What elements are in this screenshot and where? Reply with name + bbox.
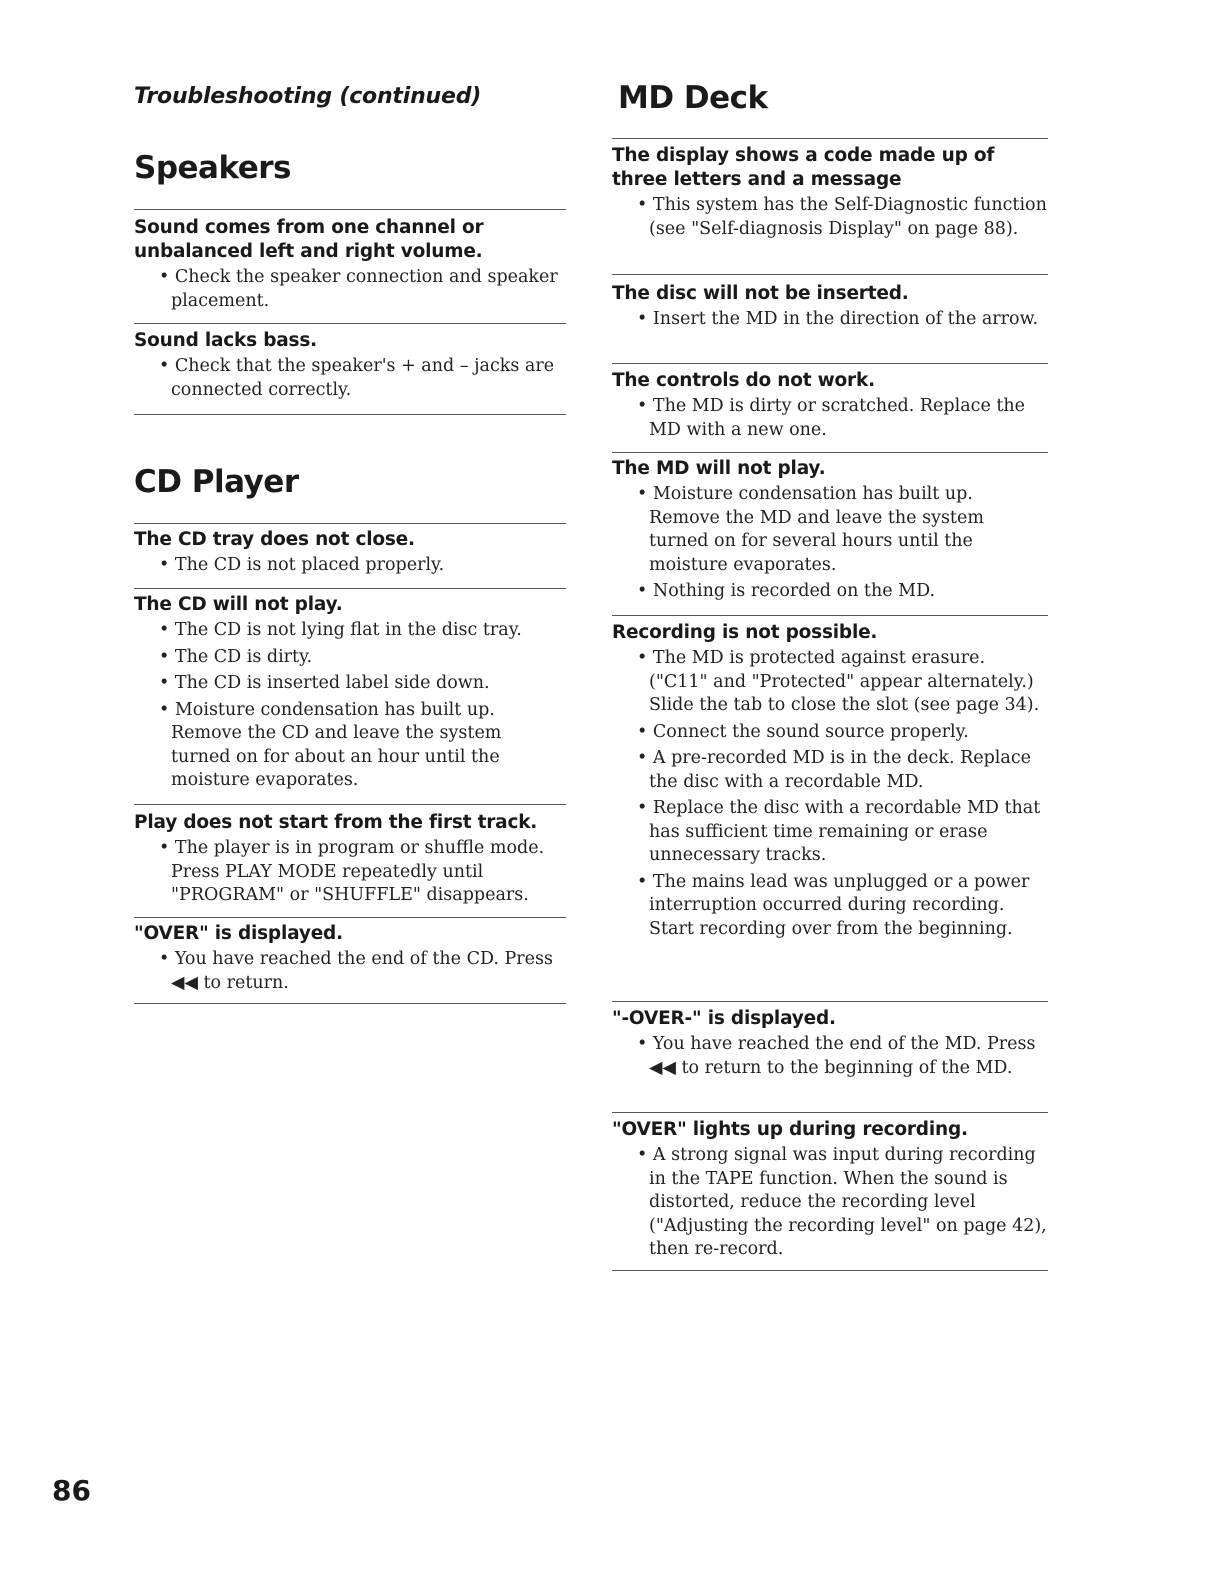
answer-item: • The CD is inserted label side down.: [134, 672, 564, 696]
entry-md-5: [612, 621, 1048, 944]
entry-speakers-2: [134, 329, 564, 405]
question: "OVER" is displayed.: [134, 923, 343, 944]
question: The CD tray does not close.: [134, 529, 415, 550]
rule: [612, 1001, 1048, 1002]
rule: [612, 615, 1048, 616]
rule: [134, 414, 566, 415]
question: The controls do not work.: [612, 370, 875, 391]
question: The disc will not be inserted.: [612, 283, 909, 304]
answer-item: • Connect the sound source properly.: [612, 721, 1048, 745]
running-head: Troubleshooting (continued): [134, 84, 482, 109]
rule: [612, 452, 1048, 453]
rule: [134, 523, 566, 524]
entry-md-3: [612, 369, 1048, 445]
answer-item: • Moisture condensation has built up. Remove the MD and leave the system turned on for several hours until the moisture evaporates.: [612, 483, 1048, 577]
answer-item: • You have reached the end of the CD. Press ◀◀ to return.: [134, 948, 564, 995]
entry-md-6: [612, 1007, 1048, 1083]
answer-item: • Insert the MD in the direction of the arrow.: [612, 308, 1048, 332]
question: Play does not start from the first track.: [134, 812, 538, 833]
answer-item: • The CD is dirty.: [134, 646, 564, 670]
rule: [134, 588, 566, 589]
entry-cd-3: [134, 811, 564, 911]
entry-md-4: [612, 457, 1048, 607]
rule: [134, 209, 566, 210]
question: The MD will not play.: [612, 458, 826, 479]
question: The CD will not play.: [134, 594, 343, 615]
answer-item: • Check that the speaker's + and – jacks are connected correctly.: [134, 355, 564, 402]
rule: [612, 1270, 1048, 1271]
answer-item: • The player is in program or shuffle mode. Press PLAY MODE repeatedly until "PROGRAM" or "SHUFFLE" disappears.: [134, 837, 564, 908]
rule: [612, 1112, 1048, 1113]
section-title-md-deck: MD Deck: [618, 80, 768, 116]
entry-md-1: [612, 144, 1048, 244]
rule: [134, 323, 566, 324]
question: "OVER" lights up during recording.: [612, 1119, 968, 1140]
section-title-speakers: Speakers: [134, 150, 292, 186]
entry-md-2: [612, 282, 1048, 335]
question: Sound comes from one channel or unbalanced left and right volume.: [134, 217, 484, 262]
rule: [612, 138, 1048, 139]
entry-md-7: [612, 1118, 1048, 1265]
answer-item: • Check the speaker connection and speaker placement.: [134, 266, 564, 313]
question: Sound lacks bass.: [134, 330, 317, 351]
answer-item: • The CD is not lying flat in the disc tray.: [134, 619, 564, 643]
answer-item: • The mains lead was unplugged or a power interruption occurred during recording. Start recording over from the beginning.: [612, 871, 1048, 942]
entry-cd-1: [134, 528, 564, 581]
answer-item: • Replace the disc with a recordable MD that has sufficient time remaining or erase unnecessary tracks.: [612, 797, 1048, 868]
page-number: 86: [52, 1474, 91, 1507]
entry-cd-2: [134, 593, 564, 796]
question: Recording is not possible.: [612, 622, 878, 643]
rule: [612, 363, 1048, 364]
rule: [134, 804, 566, 805]
entry-speakers-1: [134, 216, 564, 316]
answer-item: • The CD is not placed properly.: [134, 554, 564, 578]
answer-item: • The MD is protected against erasure. ("C11" and "Protected" appear alternately.) Slide the tab to close the slot (see page 34).: [612, 647, 1048, 718]
question: "-OVER-" is displayed.: [612, 1008, 836, 1029]
rule: [612, 274, 1048, 275]
answer-item: • This system has the Self-Diagnostic function (see "Self-diagnosis Display" on page 88).: [612, 194, 1048, 241]
rule: [134, 917, 566, 918]
answer-item: • You have reached the end of the MD. Press ◀◀ to return to the beginning of the MD.: [612, 1033, 1048, 1080]
answer-item: • Nothing is recorded on the MD.: [612, 580, 1048, 604]
section-title-cd-player: CD Player: [134, 464, 299, 500]
answer-item: • The MD is dirty or scratched. Replace the MD with a new one.: [612, 395, 1048, 442]
answer-item: • A strong signal was input during recording in the TAPE function. When the sound is distorted, reduce the recording level ("Adjusting the recording level" on page 42), then re-record.: [612, 1144, 1048, 1262]
question: The display shows a code made up of three letters and a message: [612, 145, 995, 190]
answer-item: • A pre-recorded MD is in the deck. Replace the disc with a recordable MD.: [612, 747, 1048, 794]
entry-cd-4: [134, 922, 564, 998]
answer-item: • Moisture condensation has built up. Remove the CD and leave the system turned on for about an hour until the moisture evaporates.: [134, 699, 564, 793]
rule: [134, 1003, 566, 1004]
